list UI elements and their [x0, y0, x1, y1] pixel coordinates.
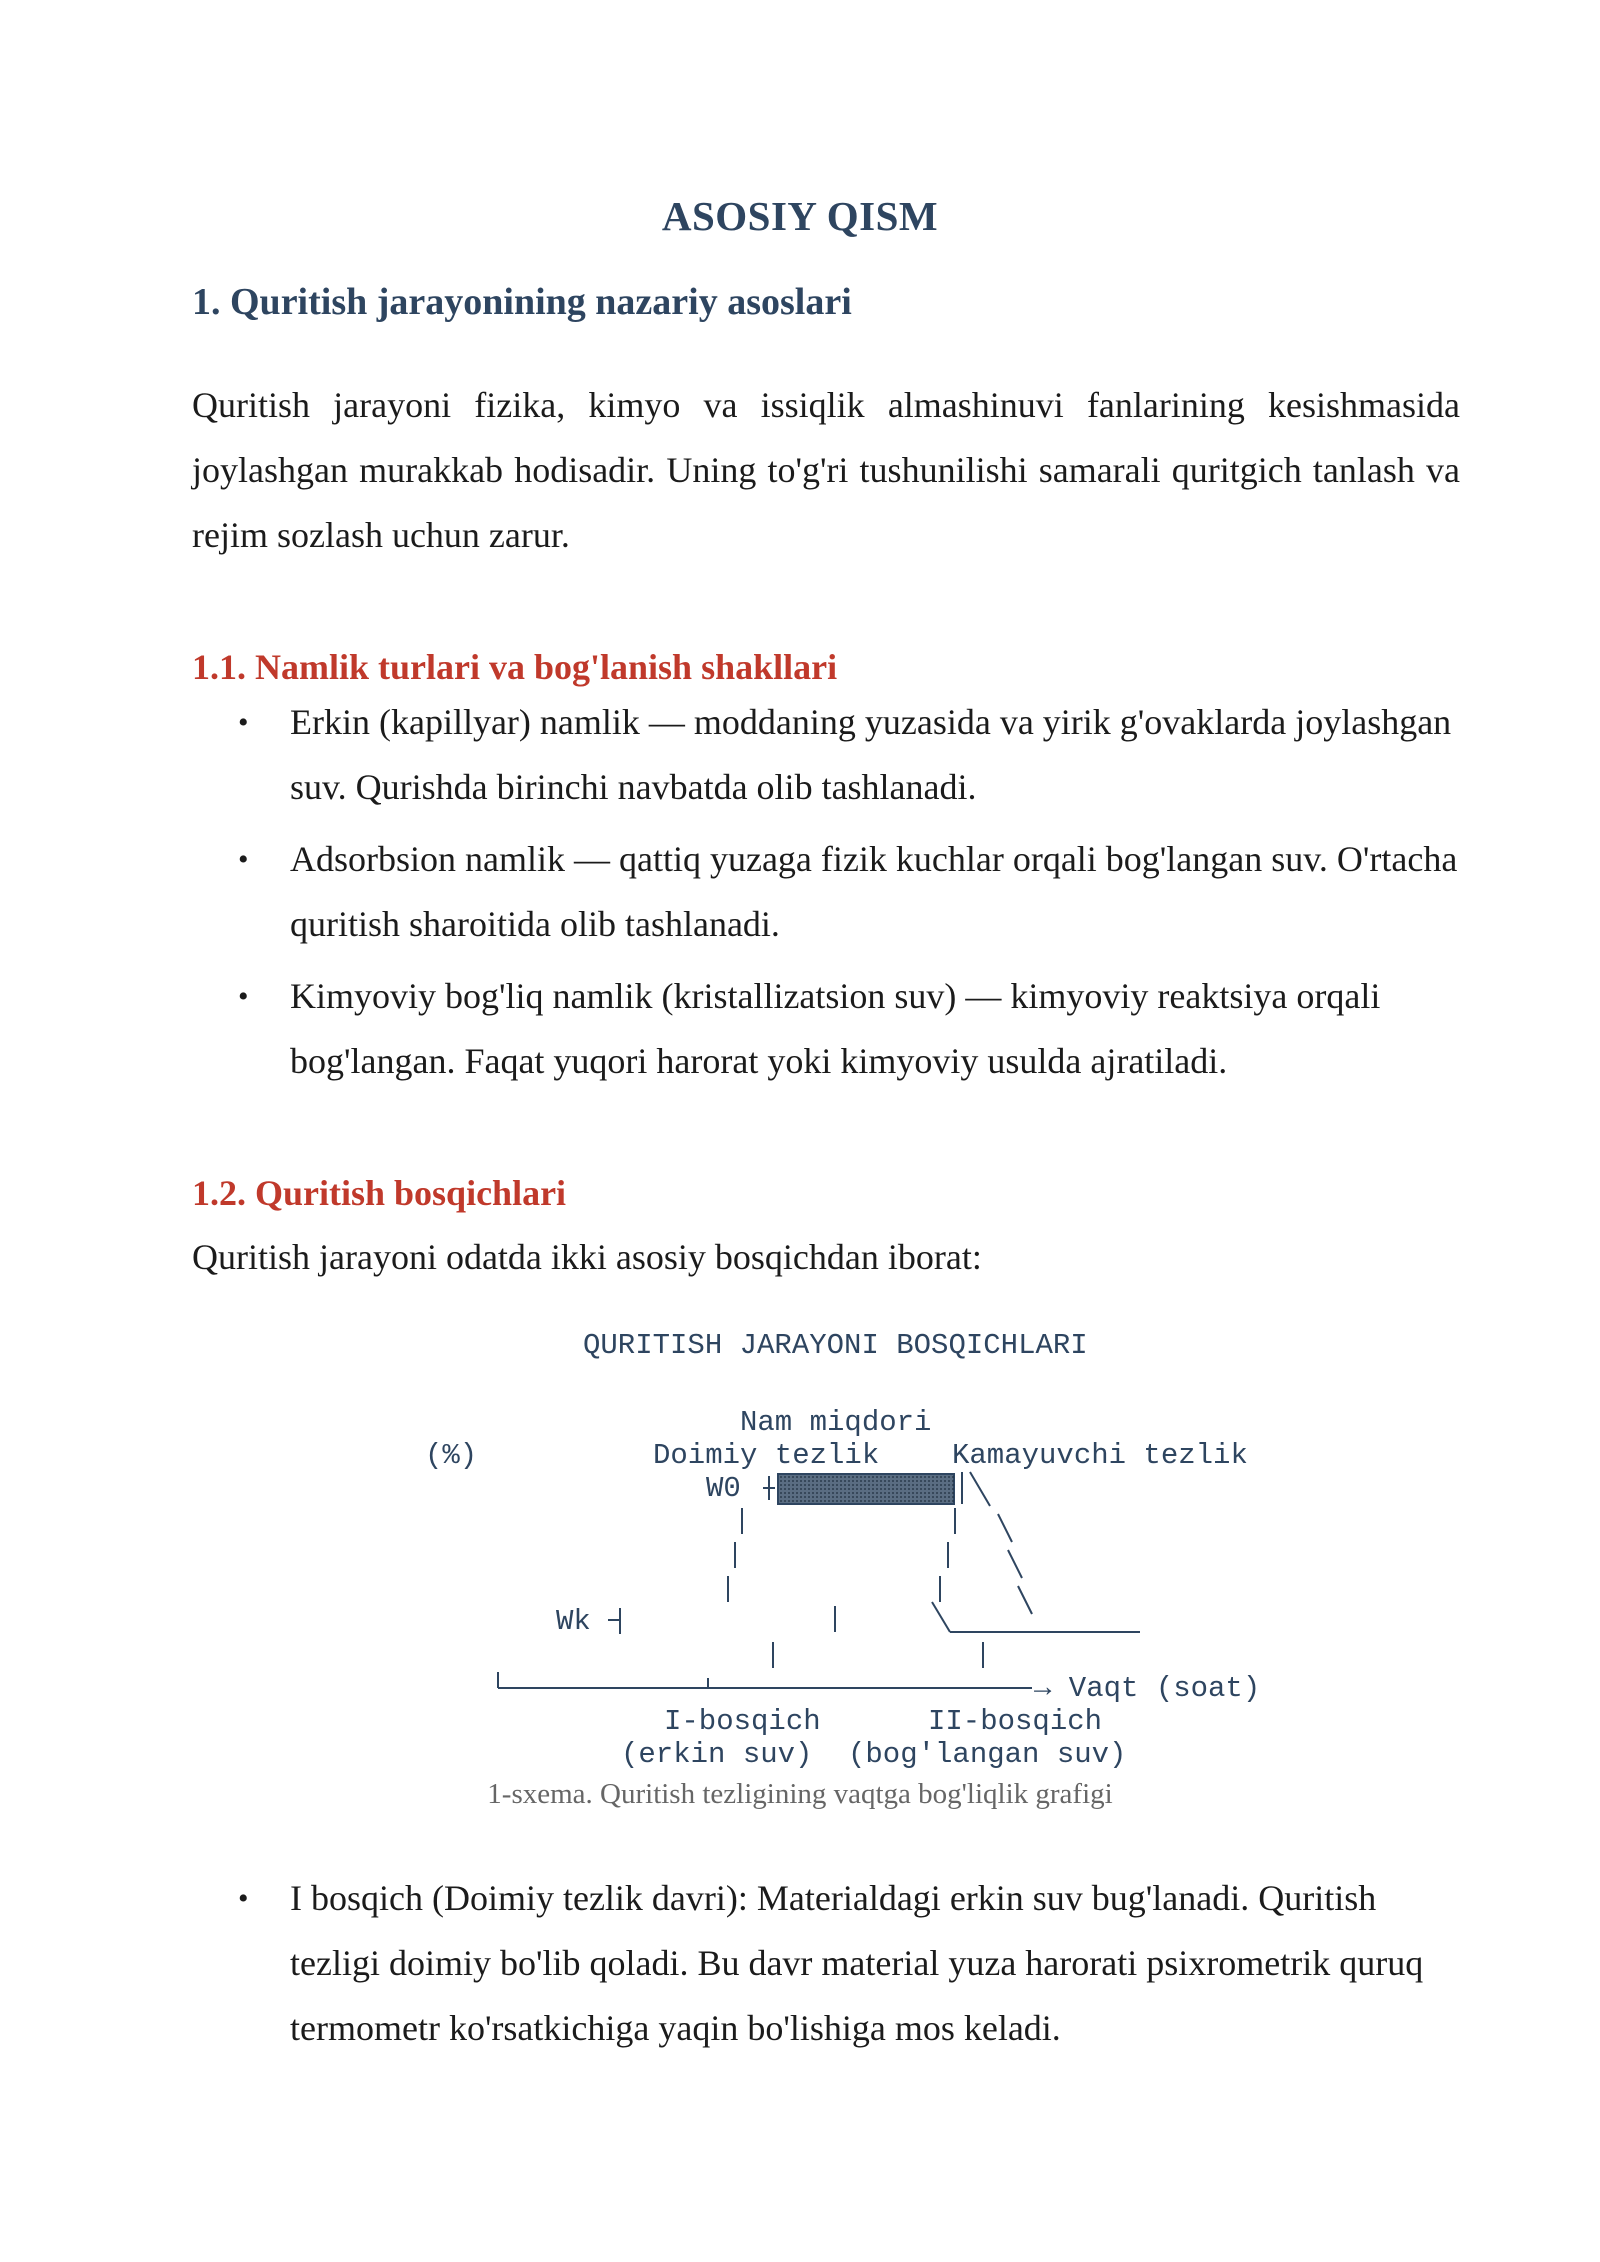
schema-stage-2-sub: (bog'langan suv): [848, 1738, 1127, 1771]
section-title: 1. Quritish jarayonining nazariy asoslari: [192, 281, 852, 323]
schema-stage-1-sub: (erkin suv): [621, 1738, 813, 1771]
bullet-icon: •: [238, 843, 249, 876]
moisture-types-list: [192, 690, 1460, 1101]
bullet-icon: •: [238, 1882, 249, 1915]
schema-y-axis-label: Nam miqdori: [740, 1406, 932, 1439]
list-item-text: Adsorbsion namlik — qattiq yuzaga fizik kuchlar orqali bog'langan suv. O'rtacha quritish sharoitida olib tashlanadi.: [290, 839, 1458, 944]
bullet-icon: •: [238, 706, 249, 739]
list-item: [192, 1866, 1460, 2061]
bullet-icon: •: [238, 980, 249, 1013]
intro-paragraph: Quritish jarayoni fizika, kimyo va issiqlik almashinuvi fanlarining kesishmasida joylashgan murakkab hodisadir. Uning to'g'ri tushunilishi samarali quritgich tanlash va rejim sozlash uchun zarur.: [192, 385, 1460, 555]
list-item: [192, 827, 1460, 957]
schema-wk-label: Wk: [556, 1605, 591, 1638]
stages-lead-text: Quritish jarayoni odatda ikki asosiy bosqichdan iborat:: [192, 1237, 982, 1277]
list-item: [192, 964, 1460, 1094]
schema-x-axis-label: → Vaqt (soat): [1034, 1672, 1261, 1705]
schema-y-unit: (%): [425, 1439, 478, 1472]
schema-stage-2-label: II-bosqich: [928, 1705, 1103, 1738]
list-item-text: Kimyoviy bog'liq namlik (kristallizatsion suv) — kimyoviy reaktsiya orqali bog'langan. Faqat yuqori harorat yoki kimyoviy usulda ajratiladi.: [290, 976, 1381, 1081]
main-title: ASOSIY QISM: [661, 193, 939, 239]
falling-curve-1: [970, 1472, 990, 1506]
schema-title: QURITISH JARAYONI BOSQICHLARI: [583, 1329, 1088, 1362]
schema-phase-2-label: Kamayuvchi tezlik: [952, 1439, 1248, 1472]
schema-phase-1-label: Doimiy tezlik: [653, 1439, 880, 1472]
list-item-text: I bosqich (Doimiy tezlik davri): Materialdagi erkin suv bug'lanadi. Quritish tezligi doimiy bo'lib qoladi. Bu davr material yuza harorati psixrometrik quruq termometr ko'rsatkichiga yaqin bo'lishiga mos keladi.: [290, 1878, 1424, 2048]
schema-stage-1-label: I-bosqich: [664, 1705, 821, 1738]
schema-w0-label: W0: [706, 1472, 741, 1505]
falling-curve-5: [932, 1602, 950, 1632]
stage-descriptions-list: [192, 1866, 1460, 2068]
schema-caption: 1-sxema. Quritish tezligining vaqtga bog'liqlik grafigi: [487, 1778, 1113, 1810]
subsection-1-title: 1.1. Namlik turlari va bog'lanish shakllari: [192, 647, 838, 687]
falling-curve-4: [1018, 1586, 1032, 1614]
falling-curve-2: [998, 1514, 1012, 1542]
constant-rate-pattern: [778, 1474, 954, 1504]
falling-curve-3: [1008, 1550, 1022, 1578]
list-item-text: Erkin (kapillyar) namlik — moddaning yuzasida va yirik g'ovaklarda joylashgan suv. Qurishda birinchi navbatda olib tashlanadi.: [290, 702, 1452, 807]
subsection-2-title: 1.2. Quritish bosqichlari: [192, 1173, 567, 1213]
list-item: [192, 690, 1460, 820]
drying-stages-schema: [0, 1320, 1600, 1780]
